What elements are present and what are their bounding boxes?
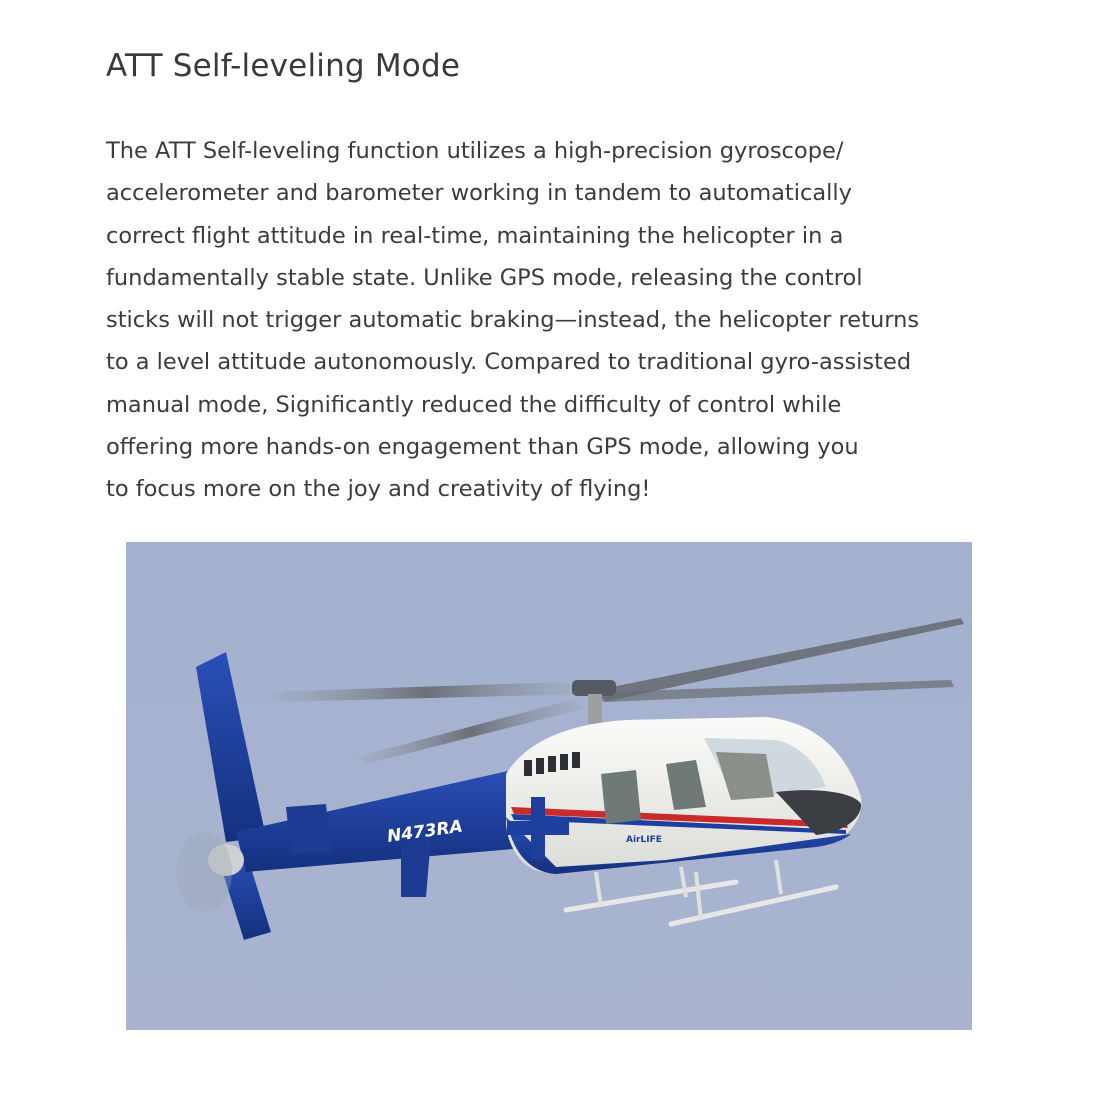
paragraph-line: correct flight attitude in real-time, maintaining the helicopter in a: [106, 222, 844, 249]
paragraph-line: offering more hands-on engagement than GPS mode, allowing you: [106, 434, 859, 461]
helicopter-photo: [126, 542, 972, 1030]
paragraph-line: accelerometer and barometer working in tandem to automatically: [106, 180, 852, 207]
page-title: ATT Self-leveling Mode: [106, 48, 461, 84]
paragraph-line: manual mode, Significantly reduced the difficulty of control while: [106, 391, 842, 418]
paragraph-line: sticks will not trigger automatic braking—instead, the helicopter returns: [106, 307, 920, 334]
paragraph-line: The ATT Self-leveling function utilizes a high-precision gyroscope/: [106, 138, 844, 164]
airlife-logo-label: AirLIFE: [626, 835, 662, 845]
paragraph-line: to focus more on the joy and creativity of flying!: [106, 476, 651, 503]
paragraph-line: to a level attitude autonomously. Compared to traditional gyro-assisted: [106, 349, 912, 376]
description-paragraph: [106, 130, 1006, 511]
paragraph-line: fundamentally stable state. Unlike GPS mode, releasing the control: [106, 264, 863, 291]
tail-number-label: N473RA: [385, 816, 464, 847]
